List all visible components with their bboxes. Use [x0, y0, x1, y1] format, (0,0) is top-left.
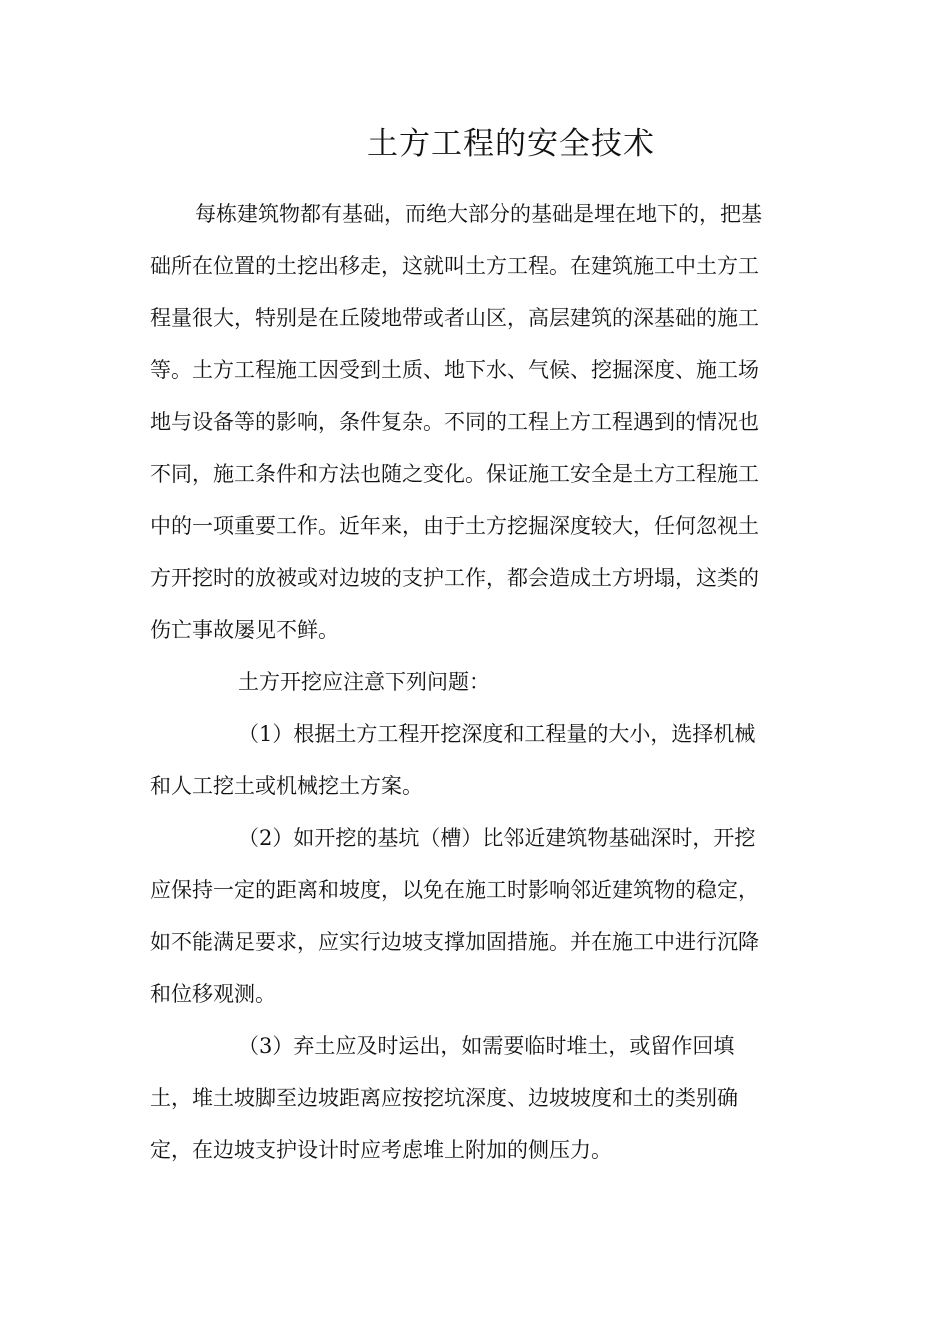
item-1-line-1: （1）根据土方工程开挖深度和工程量的大小，选择机械 — [238, 722, 756, 746]
item-3-line-1: （3）弃土应及时运出，如需要临时堆土，或留作回填 — [238, 1034, 735, 1058]
paragraph-1-line-1: 每栋建筑物都有基础，而绝大部分的基础是埋在地下的，把基 — [195, 202, 762, 226]
paragraph-1-line-3: 程量很大，特别是在丘陵地带或者山区，高层建筑的深基础的施工 — [150, 306, 759, 330]
item-2-line-2: 应保持一定的距离和坡度，以免在施工时影响邻近建筑物的稳定， — [150, 878, 759, 902]
paragraph-1-line-7: 中的一项重要工作。近年来，由于土方挖掘深度较大，任何忽视土 — [150, 514, 759, 538]
item-1-line-2: 和人工挖土或机械挖土方案。 — [150, 774, 423, 798]
paragraph-1-line-4: 等。土方工程施工因受到土质、地下水、气候、挖掘深度、施工场 — [150, 358, 759, 382]
paragraph-1-line-5: 地与设备等的影响，条件复杂。不同的工程上方工程遇到的情况也 — [150, 410, 759, 434]
item-2-line-4: 和位移观测。 — [150, 982, 276, 1006]
item-3-line-3: 定，在边坡支护设计时应考虑堆上附加的侧压力。 — [150, 1138, 612, 1162]
section-heading: 土方开挖应注意下列问题： — [238, 670, 490, 694]
document-title: 土方工程的安全技术 — [367, 126, 655, 162]
paragraph-1-line-8: 方开挖时的放被或对边坡的支护工作，都会造成土方坍塌，这类的 — [150, 566, 759, 590]
paragraph-1-line-2: 础所在位置的土挖出移走，这就叫土方工程。在建筑施工中土方工 — [150, 254, 759, 278]
item-2-line-1: （2）如开挖的基坑（槽）比邻近建筑物基础深时，开挖 — [238, 826, 756, 850]
paragraph-1-line-9: 伤亡事故屡见不鲜。 — [150, 618, 339, 642]
item-2-line-3: 如不能满足要求，应实行边坡支撑加固措施。并在施工中进行沉降 — [150, 930, 759, 954]
document-title-wrapper — [0, 118, 950, 170]
paragraph-1-line-6: 不同，施工条件和方法也随之变化。保证施工安全是土方工程施工 — [150, 462, 759, 486]
item-3-line-2: 土，堆土坡脚至边坡距离应按挖坑深度、边坡坡度和土的类别确 — [150, 1086, 738, 1110]
